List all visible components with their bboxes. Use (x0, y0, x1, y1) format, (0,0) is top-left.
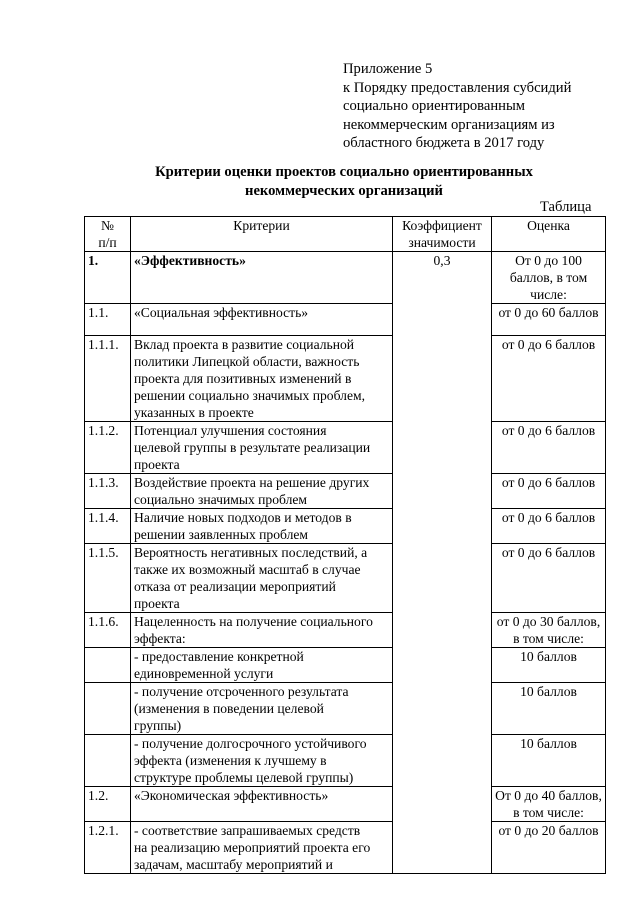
appendix-line: областного бюджета в 2017 году (343, 135, 545, 151)
table-row (85, 544, 606, 613)
row-score: от 0 до 6 баллов (492, 509, 606, 544)
row-criteria: - получение долгосрочного устойчивого эффекта (изменения к лучшему в структуре проблемы целевой группы) (131, 735, 393, 787)
row-coef (393, 336, 492, 422)
row-num (85, 648, 131, 683)
row-coef (393, 735, 492, 787)
row-score: от 0 до 6 баллов (492, 544, 606, 613)
row-coef (393, 422, 492, 474)
row-criteria: Вероятность негативных последствий, а также их возможный масштаб в случае отказа от реализации мероприятий проекта (131, 544, 393, 613)
table-row (85, 822, 606, 874)
row-num: 1. (85, 252, 131, 304)
row-criteria: Воздействие проекта на решение других социально значимых проблем (131, 474, 393, 509)
row-score: от 0 до 30 баллов, в том числе: (492, 613, 606, 648)
row-coef (393, 822, 492, 874)
row-num: 1.1.4. (85, 509, 131, 544)
header-coef: Коэффициент значимости (393, 217, 492, 252)
table-row (85, 252, 606, 304)
row-coef (393, 474, 492, 509)
table-body (85, 252, 606, 874)
row-score: от 0 до 6 баллов (492, 422, 606, 474)
row-score: 10 баллов (492, 683, 606, 735)
row-criteria: Нацеленность на получение социального эффекта: (131, 613, 393, 648)
row-num (85, 683, 131, 735)
row-num: 1.1. (85, 304, 131, 336)
table-row (85, 735, 606, 787)
row-criteria: Вклад проекта в развитие социальной политики Липецкой области, важность проекта для позитивных изменений в решении социально значимых проблем, указанных в проекте (131, 336, 393, 422)
title-line-2: некоммерческих организаций (245, 182, 443, 199)
row-score: от 0 до 20 баллов (492, 822, 606, 874)
row-num: 1.2. (85, 787, 131, 822)
row-num: 1.1.5. (85, 544, 131, 613)
table-row (85, 613, 606, 648)
header-num: № п/п (85, 217, 131, 252)
row-coef (393, 648, 492, 683)
table-header-row (85, 217, 606, 252)
row-num (85, 735, 131, 787)
row-coef (393, 787, 492, 822)
table-row (85, 787, 606, 822)
row-num: 1.2.1. (85, 822, 131, 874)
row-coef (393, 683, 492, 735)
row-criteria: - соответствие запрашиваемых средств на реализацию мероприятий проекта его задачам, масштабу мероприятий и (131, 822, 393, 874)
row-score: От 0 до 100 баллов, в том числе: (492, 252, 606, 304)
header-criteria: Критерии (131, 217, 393, 252)
appendix-line: Приложение 5 (343, 61, 433, 77)
row-criteria: «Эффективность» (131, 252, 393, 304)
row-coef (393, 613, 492, 648)
row-num: 1.1.6. (85, 613, 131, 648)
row-criteria: - предоставление конкретной единовременной услуги (131, 648, 393, 683)
row-num: 1.1.3. (85, 474, 131, 509)
table-caption: Таблица (540, 199, 592, 215)
row-coef (393, 304, 492, 336)
row-score: от 0 до 6 баллов (492, 336, 606, 422)
row-num: 1.1.1. (85, 336, 131, 422)
row-criteria: - получение отсроченного результата (изменения в поведении целевой группы) (131, 683, 393, 735)
table-row (85, 509, 606, 544)
table-row (85, 336, 606, 422)
row-criteria: Потенциал улучшения состояния целевой группы в результате реализации проекта (131, 422, 393, 474)
table-row (85, 422, 606, 474)
row-criteria: «Социальная эффективность» (131, 304, 393, 336)
table-row (85, 648, 606, 683)
row-score: от 0 до 6 баллов (492, 474, 606, 509)
row-coef: 0,3 (393, 252, 492, 304)
document-title (84, 163, 604, 200)
criteria-table (84, 216, 606, 874)
row-num: 1.1.2. (85, 422, 131, 474)
appendix-line: к Порядку предоставления субсидий (343, 79, 572, 96)
table-row (85, 304, 606, 336)
title-line-1: Критерии оценки проектов социально ориентированных (155, 164, 533, 180)
appendix-line: некоммерческим организациям из (343, 116, 555, 133)
row-score: 10 баллов (492, 735, 606, 787)
table-row (85, 683, 606, 735)
row-coef (393, 509, 492, 544)
row-coef (393, 544, 492, 613)
header-score: Оценка (492, 217, 606, 252)
row-criteria: «Экономическая эффективность» (131, 787, 393, 822)
row-score: от 0 до 60 баллов (492, 304, 606, 336)
appendix-block (343, 60, 633, 153)
appendix-line: социально ориентированным (343, 98, 526, 114)
row-score: От 0 до 40 баллов, в том числе: (492, 787, 606, 822)
table-row (85, 474, 606, 509)
row-criteria: Наличие новых подходов и методов в решении заявленных проблем (131, 509, 393, 544)
row-score: 10 баллов (492, 648, 606, 683)
